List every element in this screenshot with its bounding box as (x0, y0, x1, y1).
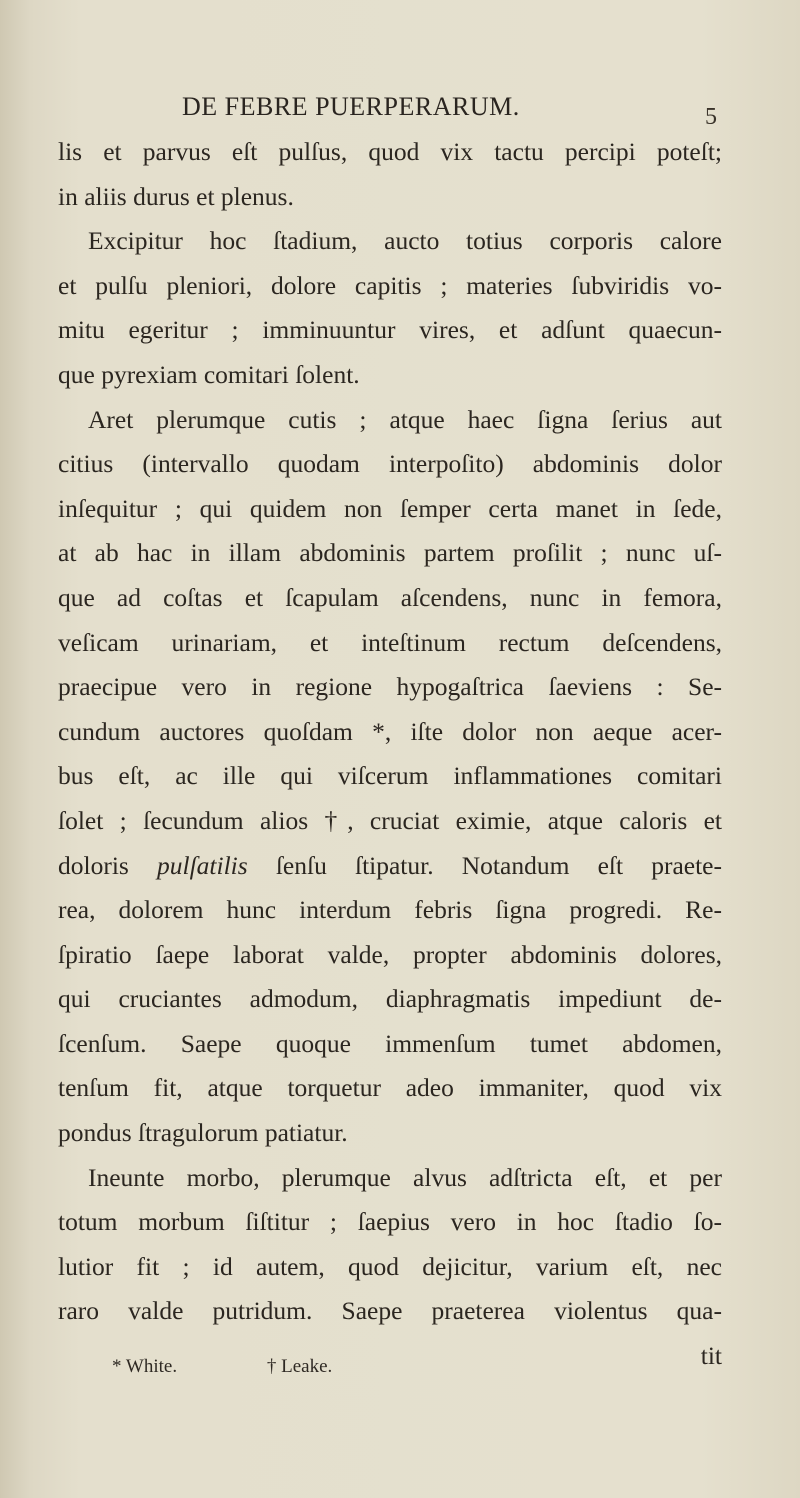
body-text (58, 130, 722, 1379)
text-line: inſequitur ; qui quidem non ſemper certa manet in ſede, (58, 493, 722, 523)
text-line: veſicam urinariam, et inteſtinum rectum deſcendens, (58, 627, 722, 657)
text-line: pondus ſtragulorum patiatur. (58, 1118, 348, 1148)
footnote: † Leake. (266, 1356, 333, 1377)
page-number: 5 (705, 104, 717, 130)
footnotes (112, 1356, 332, 1378)
text-line: totum morbum ſiſtitur ; ſaepius vero in hoc ſtadio ſo- (58, 1207, 722, 1237)
text-line: ſpiratio ſaepe laborat valde, propter abdominis dolores, (58, 939, 722, 969)
footnote: * White. (112, 1356, 178, 1377)
text-line: Excipitur hoc ſtadium, aucto totius corporis calore (88, 226, 722, 256)
text-line: qui cruciantes admodum, diaphragmatis impediunt de- (58, 984, 722, 1014)
text-line: tenſum fit, atque torquetur adeo immaniter, quod vix (58, 1073, 722, 1103)
text-line: mitu egeritur ; imminuuntur vires, et adſunt quaecun- (58, 315, 722, 345)
text-line: ſolet ; ſecundum alios †, cruciat eximie, atque caloris et (58, 805, 722, 835)
text-line: citius (intervallo quodam interpoſito) abdominis dolor (58, 449, 722, 479)
text-line: in aliis durus et plenus. (58, 181, 294, 211)
text-line: praecipue vero in regione hypogaſtrica ſaeviens : Se- (58, 672, 722, 702)
text-line: lutior fit ; id autem, quod dejicitur, varium eſt, nec (58, 1251, 722, 1281)
text-fragment: ſenſu ſtipatur. Notandum eſt praete- (247, 850, 722, 880)
text-line: Aret plerumque cutis ; atque haec ſigna ſerius aut (88, 404, 722, 434)
catchword: tit (700, 1341, 722, 1371)
text-line: que pyrexiam comitari ſolent. (58, 359, 360, 389)
running-title: DE FEBRE PUERPERARUM. (182, 92, 520, 121)
text-line: lis et parvus eſt pulſus, quod vix tactu percipi poteſt; (58, 137, 722, 166)
text-line: bus eſt, ac ille qui viſcerum inflammationes comitari (58, 761, 722, 791)
text-line: que ad coſtas et ſcapulam aſcendens, nunc in femora, (58, 582, 722, 612)
text-line: ſcenſum. Saepe quoque immenſum tumet abdomen, (58, 1028, 722, 1058)
text-line: Ineunte morbo, plerumque alvus adſtricta eſt, et per (88, 1162, 722, 1192)
text-line: et pulſu pleniori, dolore capitis ; materies ſubviridis vo- (58, 270, 722, 300)
text-fragment: doloris (58, 850, 157, 880)
text-line (58, 844, 722, 889)
text-line: cundum auctores quoſdam *, iſte dolor non aeque acer- (58, 716, 722, 746)
text-line: raro valde putridum. Saepe praeterea violentus qua- (58, 1296, 722, 1326)
italic-word: pulſatilis (157, 850, 248, 880)
text-line: rea, dolorem hunc interdum febris ſigna progredi. Re- (58, 895, 722, 925)
text-line: at ab hac in illam abdominis partem proſilit ; nunc uſ- (58, 538, 722, 568)
